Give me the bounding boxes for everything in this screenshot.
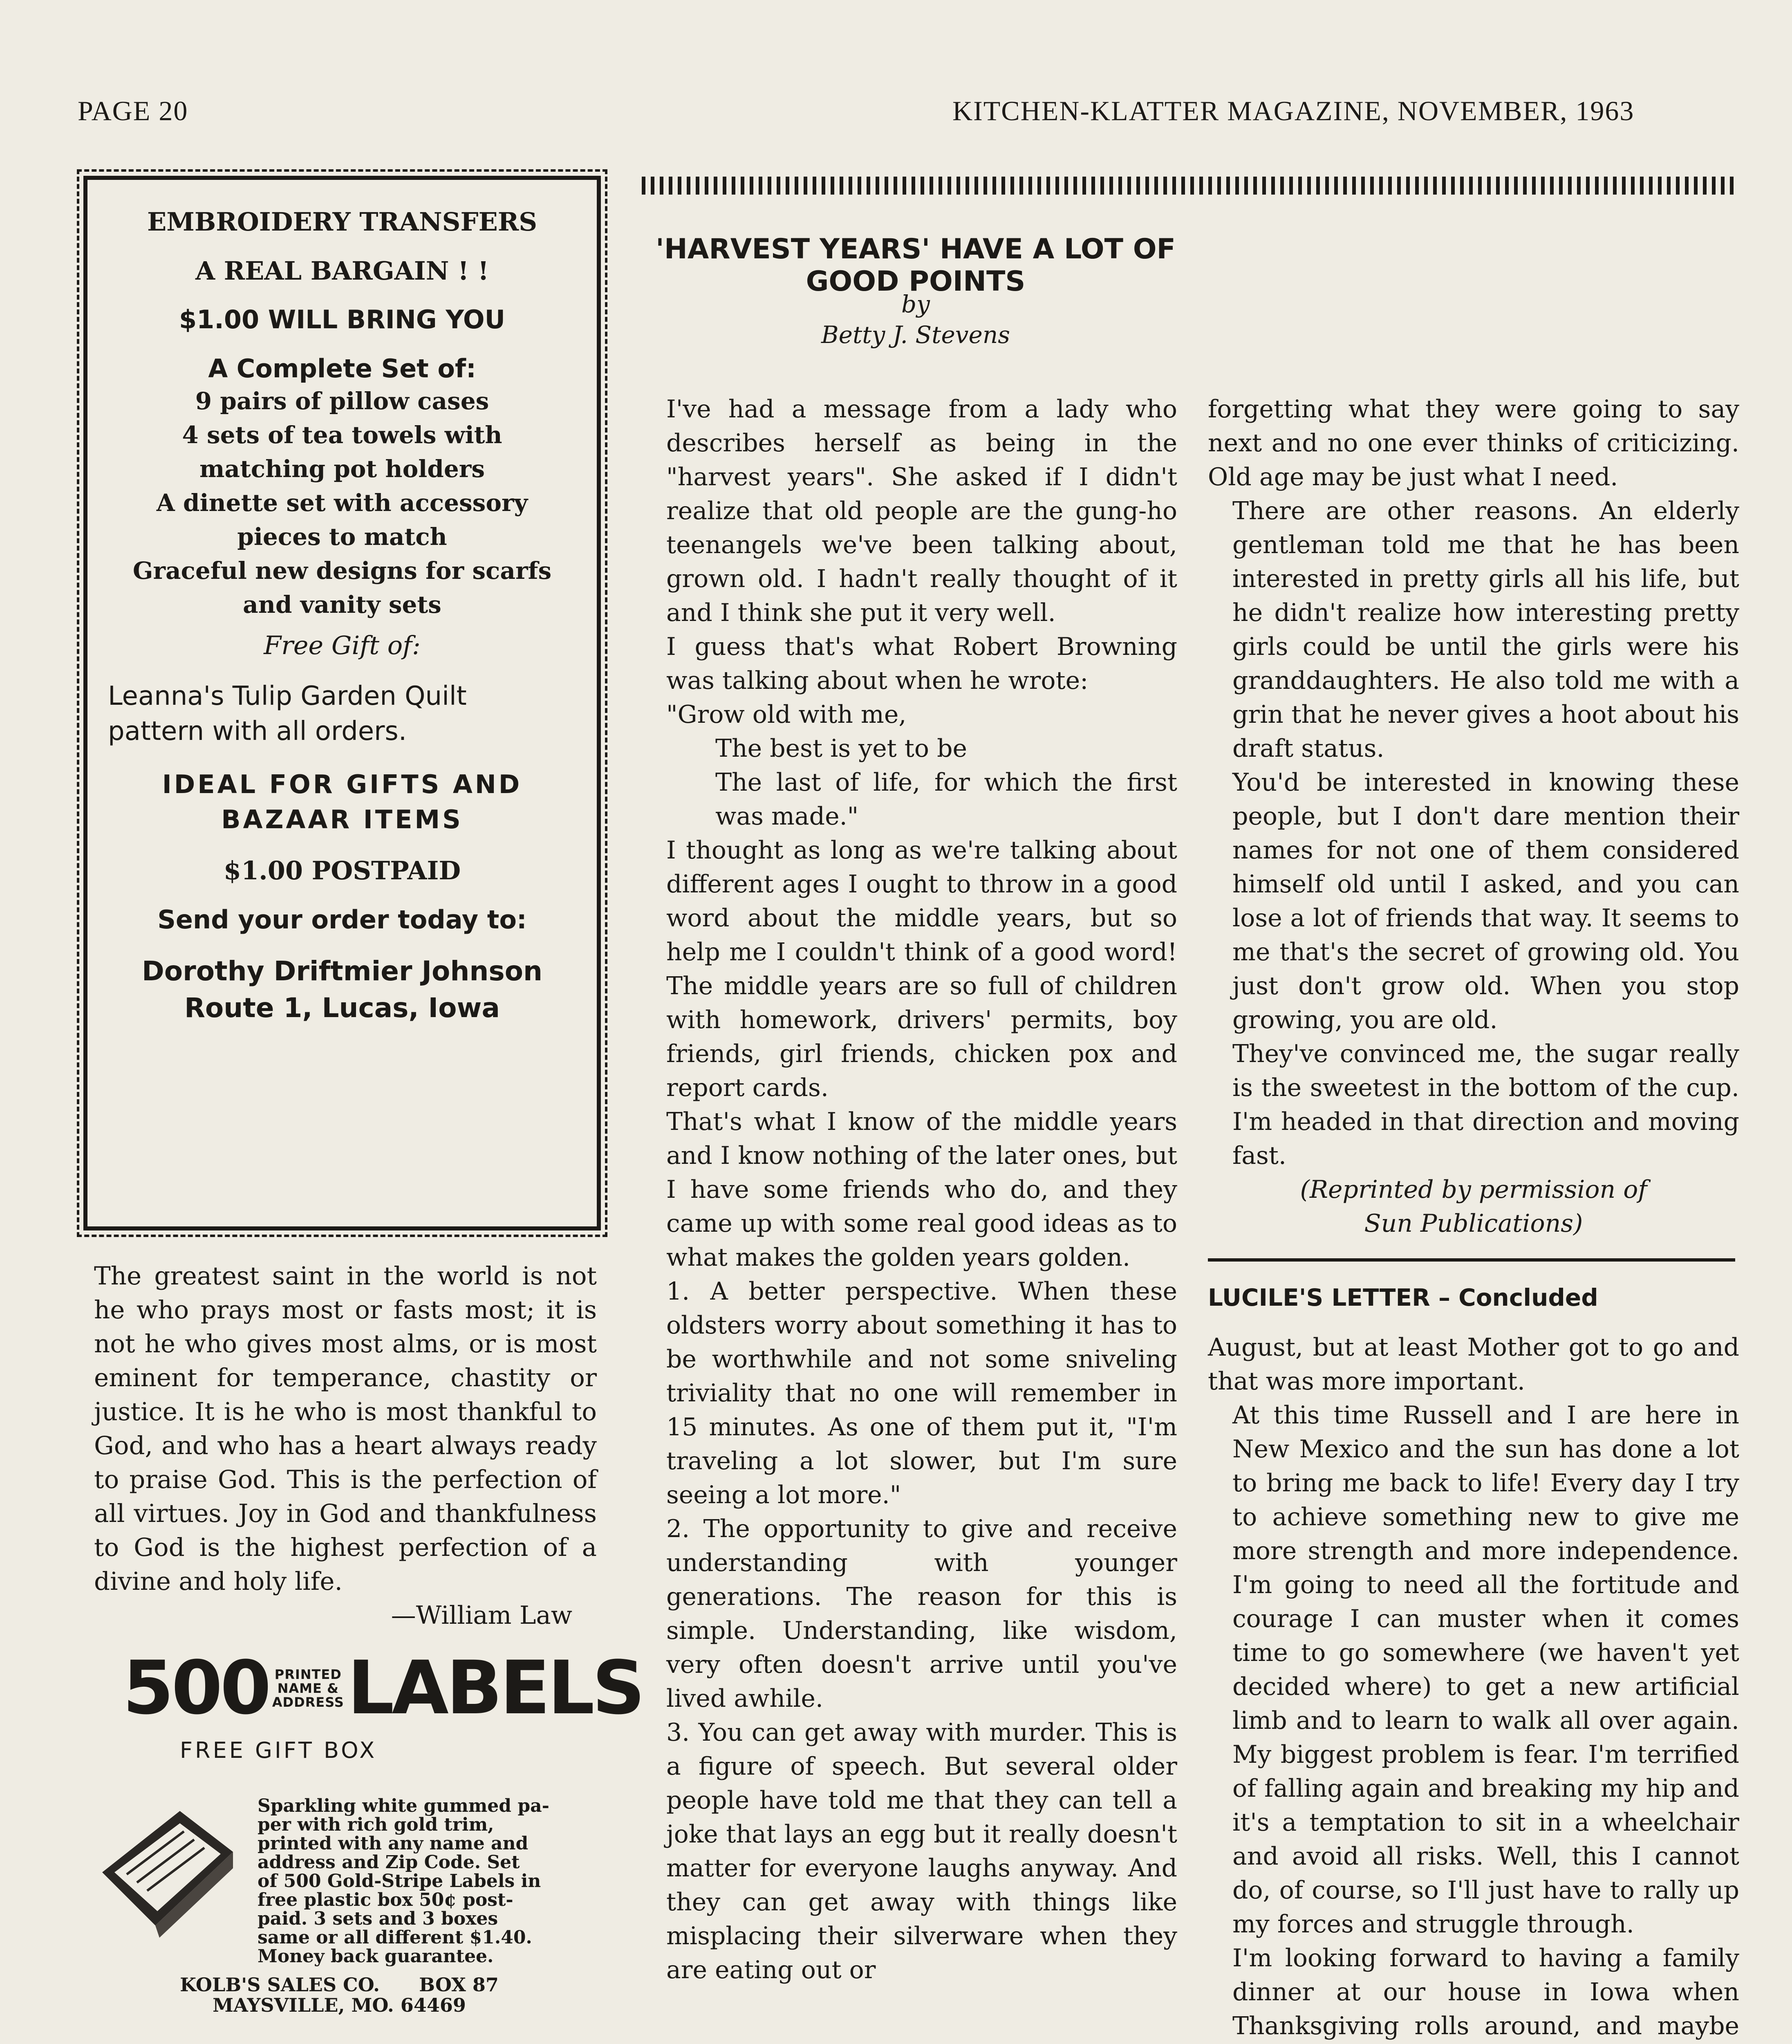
paragraph: The last of life, for which the first was made.": [715, 768, 1177, 831]
labels-company: KOLB'S SALES CO. BOX 87: [180, 1974, 499, 1996]
ad-item: matching pot holders: [199, 455, 485, 483]
labels-free-box: FREE GIFT BOX: [180, 1737, 377, 1763]
ad-complete-set: A Complete Set of:: [208, 353, 476, 383]
decorative-rule: [642, 177, 1737, 195]
ad-postpaid: $1.00 POSTPAID: [223, 856, 461, 886]
article-author: Betty J. Stevens: [821, 321, 1010, 349]
labels-desc-line: same or all different $1.40.: [258, 1927, 532, 1948]
article-column-2: [1208, 392, 1739, 1241]
paragraph: (Reprinted by permission of: [1300, 1175, 1647, 1204]
paragraph: I guess that's what Robert Browning was talking about when he wrote:: [666, 632, 1177, 695]
paragraph: Sun Publications): [1364, 1209, 1583, 1238]
page-number: PAGE 20: [78, 95, 188, 126]
paragraph: 2. The opportunity to give and receive understanding with younger generations. The reason for this is simple. Understanding, like wisdom, very often doesn't arrive until you've lived awhile.: [666, 1515, 1177, 1713]
labels-number: 500: [123, 1645, 269, 1731]
section-divider: [1208, 1258, 1735, 1262]
paragraph: At this time Russell and I are here in New Mexico and the sun has done a lot to bring me back to life! Every day I try to achieve something new to give me more strength and more independence. I'm going to need all the fortitude and courage I can muster when it comes time to go somewhere (we haven't yet decided where) to get a new artificial limb and to learn to walk all over again. My biggest problem is fear. I'm terrified of falling again and breaking my hip and it's a temptation to sit in a wheelchair and avoid all risks. Well, this I cannot do, of course, so I'll just have to rally up my forces and struggle through.: [1232, 1401, 1739, 1939]
labels-ad: [123, 1645, 643, 2016]
paragraph: That's what I know of the middle years and I know nothing of the later ones, but I have some friends who do, and they came up with some real good ideas as to what makes the golden years golden.: [666, 1107, 1177, 1272]
ad-item: 9 pairs of pillow cases: [195, 387, 489, 415]
labels-desc-line: of 500 Gold-Stripe Labels in: [258, 1871, 541, 1892]
ad-item: 4 sets of tea towels with: [182, 421, 502, 449]
paragraph: They've convinced me, the sugar really is the sweetest in the bottom of the cup. I'm headed in that direction and moving fast.: [1232, 1040, 1739, 1170]
labels-desc-line: per with rich gold trim,: [258, 1814, 494, 1835]
labels-tiny-line: NAME &: [277, 1681, 339, 1696]
labels-tiny-line: ADDRESS: [272, 1694, 344, 1710]
paragraph: "Grow old with me,: [666, 700, 907, 729]
lucile-letter-heading: LUCILE'S LETTER – Concluded: [1208, 1284, 1598, 1311]
labels-city: MAYSVILLE, MO. 64469: [213, 1994, 466, 2016]
paragraph: I'm looking forward to having a family dinner at our house in Iowa when Thanksgiving rolls around, and maybe: [1232, 1944, 1739, 2040]
paragraph: There are other reasons. An elderly gentleman told me that he has been interested in pretty girls all his life, but he didn't realize how interesting pretty girls could be until the girls were his granddaughters. He also told me with a grin that he never gives a hoot about his draft status.: [1232, 497, 1739, 763]
ad-ideal-line: BAZAAR ITEMS: [221, 805, 463, 835]
paragraph: forgetting what they were going to say next and no one ever thinks of criticizing. Old age may be just what I need.: [1208, 395, 1739, 491]
paragraph: 3. You can get away with murder. This is a figure of speech. But several older people have told me that they can tell a joke that lays an egg but it really doesn't matter for everyone laughs anyway. And they can get away with things like misplacing their silverware when they are eating out or: [666, 1718, 1177, 1984]
labels-desc-line: printed with any name and: [258, 1833, 529, 1854]
ad-gift-line: pattern with all orders.: [108, 716, 407, 747]
paragraph: You'd be interested in knowing these people, but I don't dare mention their names for not one of them considered himself old until I asked, and you can lose a lot of friends that way. It seems to me that's the secret of growing old. You just don't grow old. When you stop growing, you are old.: [1232, 768, 1739, 1034]
ad-address-line: Dorothy Driftmier Johnson: [142, 955, 542, 987]
masthead: KITCHEN-KLATTER MAGAZINE, NOVEMBER, 1963: [952, 95, 1635, 126]
ad-title: EMBROIDERY TRANSFERS: [147, 207, 538, 237]
embroidery-ad: [83, 176, 601, 1230]
ad-address-line: Route 1, Lucas, Iowa: [184, 992, 500, 1024]
article-column-1: [642, 392, 1177, 1987]
ad-send: Send your order today to:: [157, 904, 527, 935]
lucile-letter-body: [1208, 1331, 1739, 2044]
labels-desc-line: paid. 3 sets and 3 boxes: [258, 1908, 498, 1929]
labels-desc-line: free plastic box 50¢ post-: [258, 1889, 513, 1910]
ad-item: pieces to match: [237, 522, 447, 551]
ad-item: and vanity sets: [243, 590, 441, 619]
paragraph: The best is yet to be: [715, 734, 967, 763]
labels-word: LABELS: [347, 1645, 643, 1731]
labels-desc-line: Sparkling white gummed pa-: [258, 1795, 549, 1816]
labels-address: [135, 1975, 544, 2015]
labels-desc-line: Money back guarantee.: [258, 1946, 494, 1967]
paragraph: 1. A better perspective. When these oldsters worry about something it has to be worthwhile and not some sniveling triviality that no one will remember in 15 minutes. As one of them put it, "I'm traveling a lot slower, but I'm sure seeing a lot more.": [666, 1277, 1177, 1509]
ad-bargain: A REAL BARGAIN ! !: [195, 256, 489, 286]
ad-item: A dinette set with accessory: [156, 489, 528, 517]
ad-item: Graceful new designs for scarfs: [132, 556, 552, 585]
paragraph: I've had a message from a lady who describes herself as being in the "harvest years". She asked if I didn't realize that old people are the gung-ho teenangels we've been talking about, grown old. I hadn't really thought of it and I think she put it very well.: [666, 395, 1177, 627]
ad-gift-line: Leanna's Tulip Garden Quilt: [108, 681, 467, 712]
article-by: by: [901, 290, 930, 318]
paragraph: I thought as long as we're talking about different ages I ought to throw in a good word about the middle years, but so help me I couldn't think of a good word! The middle years are so full of children with homework, drivers' permits, boy friends, girl friends, chicken pox and report cards.: [666, 836, 1177, 1102]
ad-free-gift: Free Gift of:: [264, 630, 421, 660]
label-box-illustration: [98, 1803, 237, 1938]
paragraph: August, but at least Mother got to go and that was more important.: [1208, 1333, 1739, 1396]
quote-text: The greatest saint in the world is not he who prays most or fasts most; it is not he who gives most alms, or is most eminent for temperance, chastity or justice. It is he who is most thankful to God, and who has a heart always ready to praise God. This is the perfection of all virtues. Joy in God and thankfulness to God is the highest perfection of a divine and holy life.: [94, 1262, 597, 1596]
ad-price-line: $1.00 WILL BRING YOU: [179, 305, 505, 335]
article-title: 'HARVEST YEARS' HAVE A LOT OF GOOD POINTS: [656, 233, 1176, 298]
labels-description: [258, 1797, 593, 1966]
quote-attribution: —William Law: [391, 1601, 572, 1630]
ad-ideal-line: IDEAL FOR GIFTS AND: [162, 769, 522, 800]
william-law-quote: [94, 1259, 597, 1632]
labels-desc-line: address and Zip Code. Set: [258, 1852, 520, 1873]
labels-tiny-line: PRINTED: [274, 1667, 342, 1682]
